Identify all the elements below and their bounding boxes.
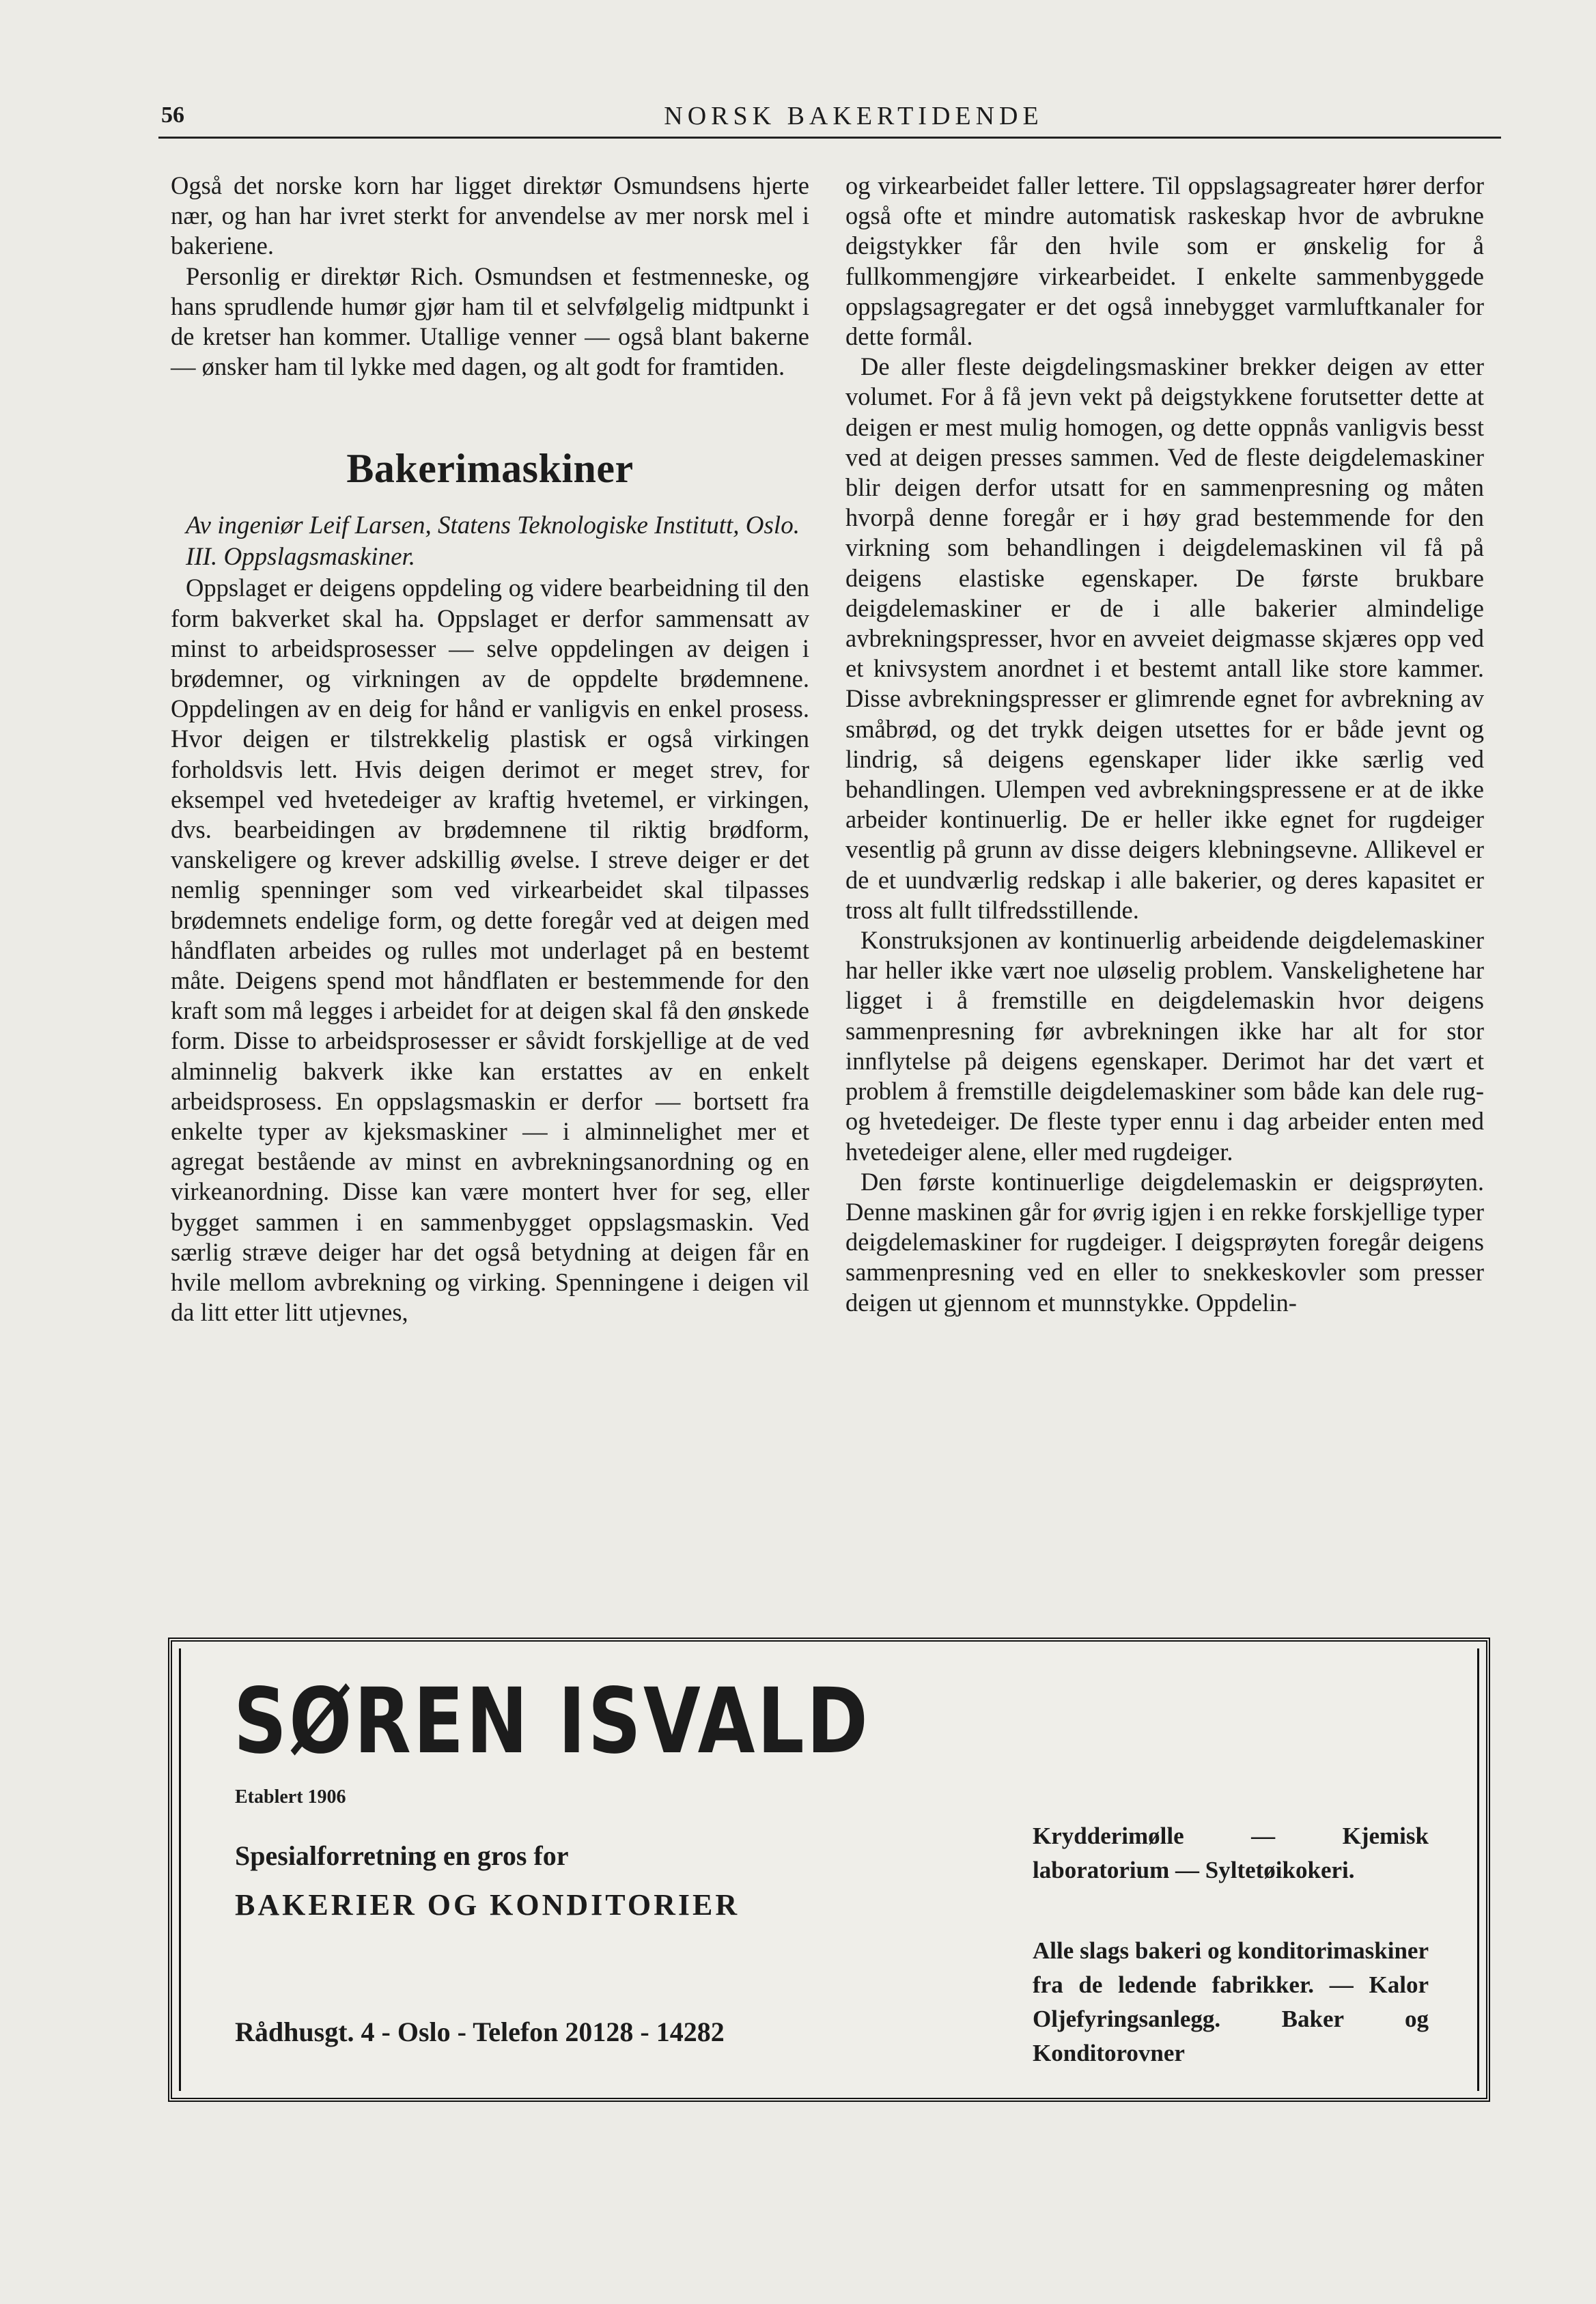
ad-established: Etablert 1906: [235, 1786, 346, 1808]
ad-address: Rådhusgt. 4 - Oslo - Telefon 20128 - 14282: [235, 2017, 725, 2047]
header-rule: [158, 137, 1501, 139]
ad-company-name: SØREN ISVALD: [234, 1669, 871, 1774]
body-paragraph: Den første kontinuerlige deigdelemaskin er deigsprøyten. Denne maskinen går for øvrig igjen i en rekke forskjellige typer deigdelemaskiner for rugdeiger. I deigsprøyten foregår deigens sammenpresning ved en eller to snekkeskovler som presser deigen ut gjennom et munnstykke. Oppdelin-: [845, 1167, 1484, 1317]
left-column: [171, 171, 809, 1328]
advertisement-box: [168, 1638, 1490, 2102]
running-title: NORSK BAKERTIDENDE: [664, 102, 1044, 130]
ad-machines-text: Alle slags bakeri og konditorimaskiner fra de ledende fabrikker. — Kalor Oljefyringsanlegg. Baker og Konditorovner: [1033, 1937, 1429, 2066]
ad-specialty: Spesialforretning en gros for: [235, 1840, 569, 1871]
body-paragraph: Oppslaget er deigens oppdeling og videre bearbeidning til den form bakverket skal ha. Oppslaget er derfor sammensatt av minst to arbeidsprosesser — selve oppdelingen av deigen i brødemner, og virkningen av de oppdelte brødemnene. Oppdelingen av en deig for hånd er vanligvis en enkel prosess. Hvor deigen er tilstrekkelig plastisk er også virkingen forholdsvis lett. Hvis deigen derimot er meget strev, for eksempel ved hvetedeiger av kraftig hvetemel, er virkingen, dvs. bearbeidingen av brødemnene til riktig brødform, vanskeligere og krever adskillig øvelse. I streve deiger er det nemlig spenninger som ved virkearbeidet skal tilpasses brødemnets endelige form, og dette foregår ved at deigen med håndflaten arbeides og rulles mot underlaget på en bestemt måte. Deigens spend mot håndflaten er bestemmende for den kraft som må legges i arbeidet for at deigen skal få den ønskede form. Disse to arbeidsprosesser er såvidt forskjellige at de ved alminnelig bakverk ikke kan erstattes av en enkelt arbeidsprosess. En oppslagsmaskin er derfor — bortsett fra enkelte typer av kjeksmaskiner — i alminnelighet mer et agregat bestående av minst en avbrekningsanordning og en virkeanordning. Disse kan være montert hver for seg, eller bygget sammen i en sammenbygget oppslagsmaskin. Ved særlig stræve deiger har det også betydning at deigen får en hvile mellom avbrekning og virking. Spenningene i deigen vil da litt etter litt utjevnes,: [171, 574, 809, 1327]
section-heading: III. Oppslagsmaskiner.: [186, 543, 416, 572]
body-paragraph: De aller fleste deigdelingsmaskiner brekker deigen av etter volumet. For å få jevn vekt på deigstykkene forutsetter dette at deigen er mest mulig homogen, og dette oppnås vanligvis besst ved at deigen presses sammen. Ved de fleste deigdelemaskiner blir deigen derfor utsatt for en sammenpresning og måten hvorpå denne foregår er i høy grad bestemmende for den virkning som behandlingen i deigdelemaskinen vil få på deigens elastiske egenskaper. De første brukbare deigdelemaskiner er de i alle bakerier almindelige avbrekningspresser, hvor en avveiet deigmasse skjæres opp ved et knivsystem anordnet i et bestemt antall like store kammer. Disse avbrekningspresser er glimrende egnet for avbrekning av småbrød, og det trykk deigen utsettes for er både jevnt og lindrig, så deigens egenskaper lider ikke særlig ved behandlingen. Ulempen ved avbrekningspressene er at de ikke arbeider kontinuerlig. De er heller ikke egnet for rugdeiger vesentlig på grunn av disse deigers klebningsevne. Allikevel er de et uundværlig redskap i alle bakerier, og deres kapasitet er tross alt fullt tilfredsstillende.: [845, 352, 1484, 924]
body-paragraph: og virkearbeidet faller lettere. Til oppslagsagreater hører derfor også ofte et mindre automatisk raskeskap hvor de avbrukne deigstykker får den hvile som er ønskelig for å fullkommengjøre virkearbeidet. I enkelte sammenbyggede oppslagsagregater er det også innebygget varmluftkanaler for dette formål.: [845, 171, 1484, 351]
intro-paragraph: Også det norske korn har ligget direktør Osmundsens hjerte nær, og han har ivret sterkt for anvendelse av mer norsk mel i bakeriene.: [171, 171, 809, 260]
ad-trade: BAKERIER OG KONDITORIER: [235, 1888, 740, 1922]
ad-services-text: Krydderimølle — Kjemisk laboratorium — Syltetøikokeri.: [1033, 1823, 1429, 1883]
page-number: 56: [161, 102, 184, 128]
byline: Av ingeniør Leif Larsen, Statens Teknologiske Institutt, Oslo.: [186, 511, 800, 540]
intro-paragraph: Personlig er direktør Rich. Osmundsen et festmenneske, og hans sprudlende humør gjør ham til et selvfølgelig midtpunkt i de kretser han kommer. Utallige venner — også blant bakerne — ønsker ham til lykke med dagen, og alt godt for framtiden.: [171, 262, 809, 381]
right-column: [845, 171, 1484, 1318]
article-title: Bakerimaskiner: [346, 446, 634, 492]
body-paragraph: Konstruksjonen av kontinuerlig arbeidende deigdelemaskiner har heller ikke vært noe uløselig problem. Vanskelighetene har ligget i å fremstille en deigdelemaskin hvor deigens sammenpresning før avbrekningen ikke har alt for stor innflytelse på deigens egenskaper. Derimot har det vært et problem å fremstille deigdelemaskiner som både kan dele rug- og hvetedeiger. De fleste typer ennu i dag arbeider enten med hvetedeiger alene, eller med rugdeiger.: [845, 926, 1484, 1166]
